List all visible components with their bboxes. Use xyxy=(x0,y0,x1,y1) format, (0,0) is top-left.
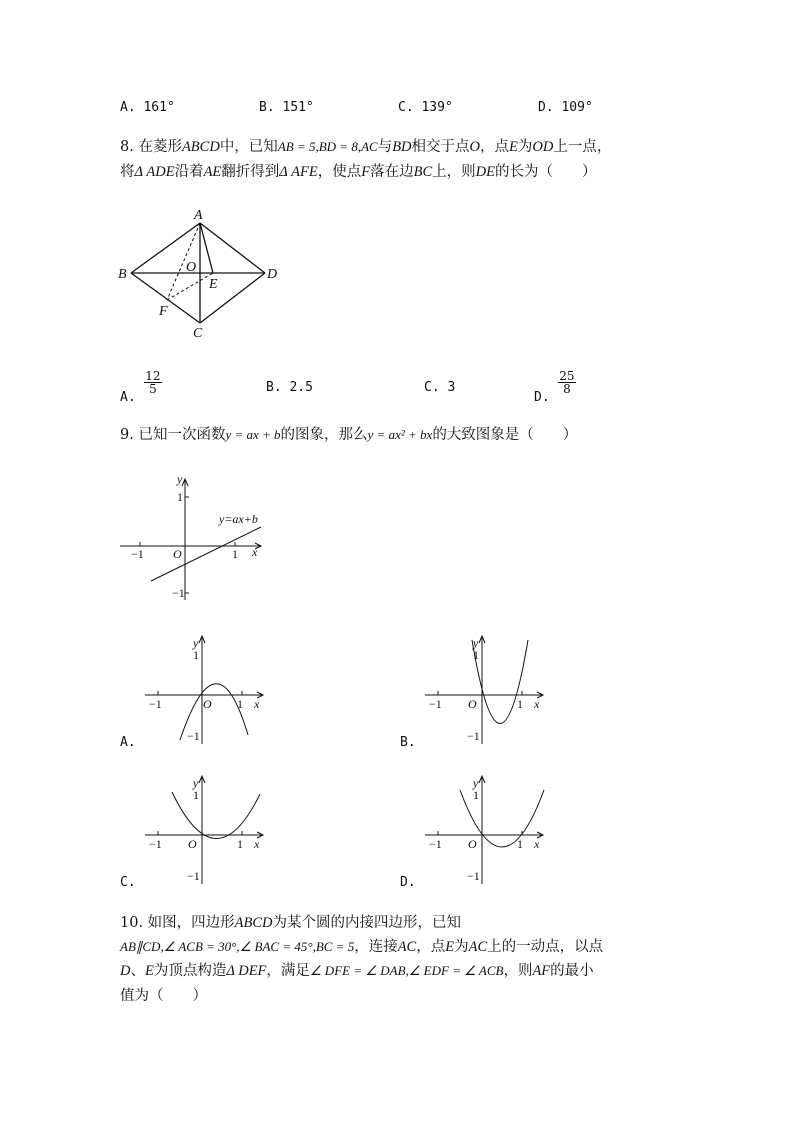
rhombus-figure xyxy=(112,200,292,345)
q8-line2: 将Δ ADE沿着AE翻折得到Δ AFE，使点F落在边BC上，则DE的长为（ ） xyxy=(120,164,597,180)
svg-text:1: 1 xyxy=(193,788,199,802)
svg-text:1: 1 xyxy=(232,547,238,561)
q7-option-a: A. 161° xyxy=(120,100,175,115)
svg-text:O: O xyxy=(468,697,477,711)
q7-option-d: D. 109° xyxy=(538,100,593,115)
option-c-label: C. xyxy=(120,875,136,890)
svg-text:−1: −1 xyxy=(131,547,144,561)
svg-text:−1: −1 xyxy=(429,837,442,851)
line-label: y=ax+b xyxy=(219,512,258,526)
svg-text:O: O xyxy=(468,837,477,851)
graph-option-c xyxy=(140,772,270,887)
svg-text:−1: −1 xyxy=(467,869,480,883)
svg-text:O: O xyxy=(203,697,212,711)
option-a-label: A. xyxy=(120,735,136,750)
q8-option-c: C. 3 xyxy=(424,380,456,395)
svg-text:−1: −1 xyxy=(149,697,162,711)
svg-text:−1: −1 xyxy=(467,729,480,743)
q10-line4: 值为（ ） xyxy=(120,988,207,1004)
svg-text:O: O xyxy=(173,547,182,561)
q10-line3: D、E为顶点构造Δ DEF，满足∠ DFE = ∠ DAB,∠ EDF = ∠ ACB，则AF的最小 xyxy=(120,963,594,979)
svg-text:x: x xyxy=(254,837,260,851)
svg-text:1: 1 xyxy=(237,697,243,711)
q8-option-a: A. $\frac{12}{5}$ xyxy=(120,369,161,405)
svg-text:x: x xyxy=(534,697,540,711)
svg-text:−1: −1 xyxy=(429,697,442,711)
label-e: E xyxy=(209,277,218,292)
q10-line2: AB∥CD,∠ ACB = 30°,∠ BAC = 45°,BC = 5，连接AC，点E为AC上的一动点，以点 xyxy=(120,939,604,955)
option-b-label: B. xyxy=(400,735,416,750)
svg-text:1: 1 xyxy=(517,697,523,711)
svg-text:y: y xyxy=(177,472,183,486)
svg-text:x: x xyxy=(534,837,540,851)
q8-option-d: D. $\frac{25}{8}$ xyxy=(534,369,575,405)
option-d-label: D. xyxy=(400,875,416,890)
label-c: C xyxy=(193,326,203,341)
q8-line1: 8. 在菱形ABCD中，已知AB = 5,BD = 8,AC与BD相交于点O，点E为OD上一点， xyxy=(120,139,612,155)
graph-option-d xyxy=(420,772,550,887)
q7-option-b: B. 151° xyxy=(259,100,314,115)
svg-text:−1: −1 xyxy=(172,586,185,600)
svg-text:−1: −1 xyxy=(187,729,200,743)
svg-text:1: 1 xyxy=(177,490,183,504)
svg-text:x: x xyxy=(254,697,260,711)
svg-text:y: y xyxy=(473,776,479,790)
q10-line1: 10. 如图，四边形ABCD为某个圆的内接四边形，已知 xyxy=(120,915,462,931)
svg-text:1: 1 xyxy=(237,837,243,851)
label-a: A xyxy=(194,208,203,223)
svg-text:y: y xyxy=(473,636,479,650)
graph-option-a xyxy=(140,632,270,747)
svg-text:y: y xyxy=(193,636,199,650)
svg-text:−1: −1 xyxy=(187,869,200,883)
linear-graph xyxy=(115,470,280,605)
graph-option-b xyxy=(420,632,550,747)
label-f: F xyxy=(159,304,168,319)
q9-text: 9. 已知一次函数y = ax + b的图象，那么y = ax² + bx的大致图象是（ ） xyxy=(120,427,578,443)
svg-text:1: 1 xyxy=(473,788,479,802)
q8-option-b: B. 2.5 xyxy=(266,380,313,395)
svg-text:1: 1 xyxy=(517,837,523,851)
svg-text:O: O xyxy=(188,837,197,851)
svg-text:1: 1 xyxy=(193,648,199,662)
svg-text:x: x xyxy=(252,545,258,559)
q7-option-c: C. 139° xyxy=(398,100,453,115)
svg-text:−1: −1 xyxy=(149,837,162,851)
label-o: O xyxy=(186,260,197,275)
svg-text:y: y xyxy=(193,776,199,790)
label-b: B xyxy=(118,267,127,282)
label-d: D xyxy=(267,267,278,282)
svg-text:1: 1 xyxy=(473,648,479,662)
